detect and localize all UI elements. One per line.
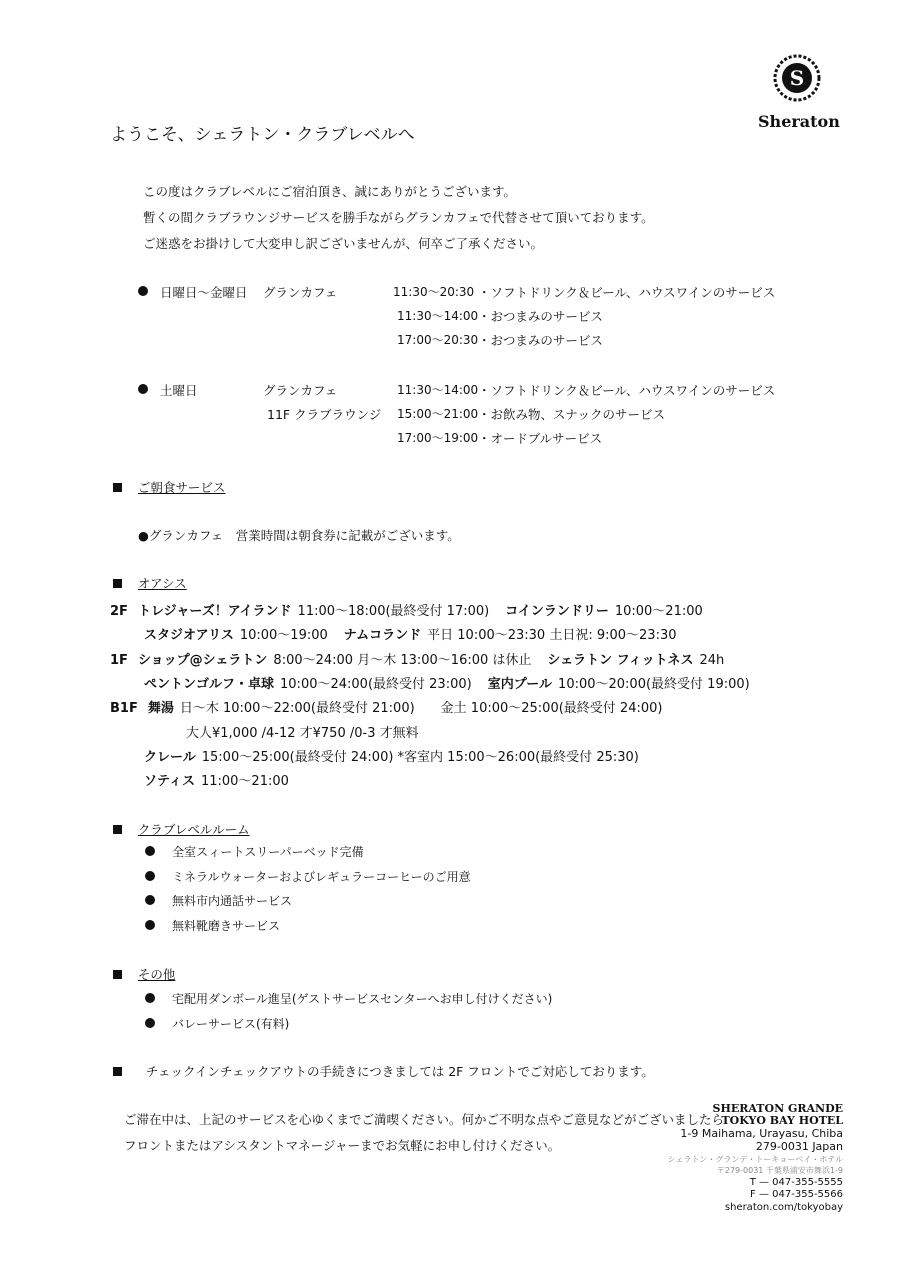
facility-hours: 15:00～25:00(最終受付 24:00) *客室内 15:00～26:00(最終受付 25:30) (201, 749, 639, 765)
oasis-row (144, 673, 756, 692)
schedule-place: グランカフェ (263, 383, 338, 398)
facility-name: ショップ@シェラトン (137, 652, 268, 668)
oasis-row (110, 649, 730, 668)
list-item: ミネラルウォーターおよびレギュラーコーヒーのご用意 (172, 869, 471, 884)
facility-hours: 24h (699, 652, 725, 668)
list-item: 無料市内通話サービス (172, 894, 293, 908)
list-item: バレーサービス(有料) (172, 1016, 290, 1031)
section-heading: その他 (137, 967, 176, 982)
facility-name: ペントンゴルフ・卓球 (144, 676, 275, 692)
schedule-time: 11:30～14:00 (397, 309, 479, 323)
list-item: 宅配用ダンボール進呈(ゲストサービスセンターへお申し付けください) (172, 992, 553, 1006)
square-bullet-icon (113, 483, 122, 492)
schedule-service: ・オードブルサービス (478, 431, 603, 446)
schedule-time: 17:00～20:30 (397, 333, 479, 347)
bullet-icon (145, 869, 155, 884)
facility-name: トレジャーズ！アイランド (137, 604, 292, 619)
breakfast-text: ●グランカフェ 営業時間は朝食券に記載がございます。 (138, 528, 460, 543)
section-oasis (113, 574, 187, 592)
svg-text:S: S (789, 66, 805, 90)
facility-name: 舞湯 (147, 701, 174, 717)
schedule-day: 日曜日～金曜日 (160, 285, 248, 300)
bullet-icon (145, 1016, 155, 1031)
facility-hours: 10:00～19:00 (239, 628, 328, 644)
section-breakfast (113, 478, 225, 496)
page-title: ようこそ、シェラトン・クラブレベルへ (110, 125, 415, 145)
facility-hours: 8:00～24:00 月～木 13:00～16:00 は休止 (273, 652, 532, 668)
schedule-service: ・お飲み物、スナックのサービス (478, 407, 666, 422)
section-heading: ご朝食サービス (137, 480, 226, 495)
intro-line: 暫くの間クラブラウンジサービスを勝手ながらグランカフェで代替させて頂いております。 (143, 210, 654, 225)
oasis-row (144, 624, 683, 643)
facility-hours: 10:00～24:00(最終受付 23:00) (280, 676, 472, 692)
facility-hours: 10:00～21:00 (614, 604, 703, 619)
sheraton-logo-icon (772, 50, 822, 106)
hotel-name-1: SHERATON GRANDE (712, 1102, 843, 1115)
schedule-service: ・おつまみのサービス (478, 309, 603, 324)
schedule-place: 11F クラブラウンジ (267, 407, 382, 422)
facility-hours: 10:00～20:00(最終受付 19:00) (558, 676, 750, 692)
oasis-row (144, 746, 655, 765)
facility-name: スタジオアリス (144, 628, 234, 644)
schedule-time: 17:00～19:00 (397, 431, 479, 445)
facility-hours: 日～木 10:00～22:00(最終受付 21:00) 金土 10:00～25:00(最終受付 24:00) (179, 701, 663, 717)
facility-name: 室内プール (487, 676, 553, 692)
floor-label: 1F (110, 652, 128, 668)
facility-name: クレール (144, 749, 196, 765)
hotel-address: 1-9 Maihama, Urayasu, Chiba (680, 1127, 843, 1140)
floor-label: B1F (110, 701, 138, 717)
facility-name: シェラトン フィットネス (547, 652, 694, 668)
bullet-icon (145, 844, 155, 859)
oasis-row (144, 722, 435, 741)
floor-label: 2F (110, 604, 128, 619)
square-bullet-icon (113, 970, 122, 979)
facility-hours: 11:00～21:00 (200, 774, 289, 790)
schedule-time: 15:00～21:00 (397, 407, 479, 421)
square-bullet-icon (113, 1067, 122, 1076)
facility-hours: 平日 10:00～23:30 土日祝: 9:00～23:30 (427, 628, 677, 644)
facility-name: ナムコランド (343, 628, 422, 644)
hotel-name-2: TOKYO BAY HOTEL (721, 1114, 843, 1127)
section-club-room (113, 820, 250, 838)
schedule-day: 土曜日 (160, 383, 198, 398)
closing-line: フロントまたはアシスタントマネージャーまでお気軽にお申し付けください。 (124, 1138, 561, 1153)
oasis-row (144, 770, 305, 789)
facility-name: ソティス (144, 774, 195, 790)
section-heading: オアシス (137, 576, 187, 591)
hotel-fax: F — 047-355-5566 (750, 1189, 843, 1200)
schedule-time: 11:30～14:00 (397, 383, 479, 397)
section-heading: クラブレベルルーム (137, 822, 250, 837)
hotel-address: 279-0031 Japan (755, 1140, 843, 1153)
hotel-address-jp: 〒279-0031 千葉県浦安市舞浜1-9 (716, 1166, 843, 1175)
facility-name: コインランドリー (505, 604, 609, 619)
section-other (113, 965, 175, 983)
schedule-time: 11:30～20:30 (393, 285, 475, 299)
oasis-row (110, 697, 678, 716)
schedule-place: グランカフェ (263, 285, 338, 300)
facility-hours: 大人¥1,000 /4-12 才¥750 /0-3 才無料 (186, 725, 419, 741)
list-item: 無料靴磨きサービス (172, 918, 281, 933)
schedule-service: ・ソフトドリンク＆ビール、ハウスワインのサービス (478, 383, 776, 398)
brand-name: Sheraton (758, 112, 840, 131)
bullet-icon (145, 893, 155, 908)
bullet-icon (145, 918, 155, 933)
closing-line: ご滞在中は、上記のサービスを心ゆくまでご満喫ください。何かご不明な点やご意見などがございましたら (124, 1112, 725, 1127)
schedule-service: ・ソフトドリンク＆ビール、ハウスワインのサービス (478, 285, 776, 300)
intro-line: ご迷惑をお掛けして大変申し訳ございませんが、何卒ご了承ください。 (143, 236, 544, 251)
bullet-icon (138, 284, 148, 299)
hotel-phone: T — 047-355-5555 (749, 1177, 843, 1188)
bullet-icon (138, 382, 148, 397)
square-bullet-icon (113, 579, 122, 588)
checkin-note (113, 1062, 654, 1080)
list-item: 全室スィートスリーパーベッド完備 (172, 845, 364, 859)
checkin-text: チェックインチェックアウトの手続きにつきましては 2F フロントでご対応しております。 (145, 1064, 654, 1079)
hotel-name-jp: シェラトン・グランデ・トーキョーベイ・ホテル (667, 1155, 843, 1164)
intro-line: この度はクラブレベルにご宿泊頂き、誠にありがとうございます。 (143, 184, 517, 199)
schedule-service: ・おつまみのサービス (478, 333, 603, 348)
oasis-row (110, 600, 709, 619)
hotel-website[interactable]: sheraton.com/tokyobay (724, 1202, 843, 1213)
facility-hours: 11:00～18:00(最終受付 17:00) (297, 604, 490, 619)
square-bullet-icon (113, 825, 122, 834)
bullet-icon (145, 991, 155, 1006)
